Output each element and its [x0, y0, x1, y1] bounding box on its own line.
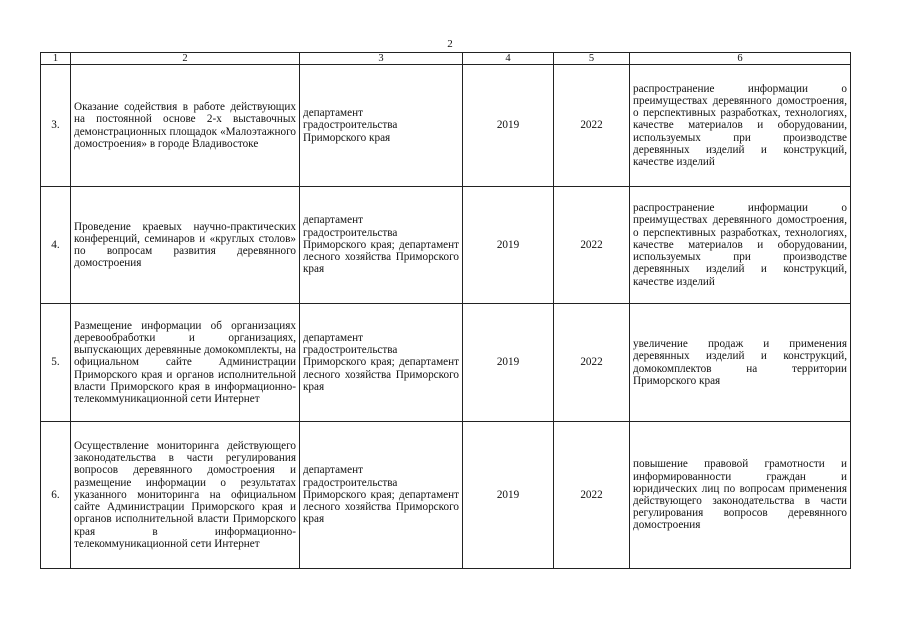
result-cell: увеличение продаж и применения деревянных изделий и конструкций, домокомплектов на территории Приморского края — [630, 304, 851, 422]
table-row — [41, 422, 851, 569]
executor-cell: департамент градостроительства Приморского края; департамент лесного хозяйства Приморского края — [300, 187, 463, 304]
executor-cell: департамент градостроительства Приморского края; департамент лесного хозяйства Приморского края — [300, 304, 463, 422]
start-year-cell: 2019 — [463, 187, 554, 304]
measure-cell: Оказание содействия в работе действующих на постоянной основе 2-х выставочных демонстрационных площадок «Малоэтажного домостроения» в городе Владивостоке — [71, 65, 300, 187]
result-cell: распространение информации о преимуществах деревянного домостроения, о перспективных разработках, технологиях, качестве материалов и оборудовании, используемых при производстве деревянных изделий и конструкций, качестве изделий — [630, 65, 851, 187]
measure-cell: Размещение информации об организациях деревообработки и организациях, выпускающих деревянные домокомплекты, на официальном сайте Администрации Приморского края и органов исполнительной власти Приморского края в информационно-телекоммуникационной сети Интернет — [71, 304, 300, 422]
end-year-cell: 2022 — [554, 304, 630, 422]
table-row — [41, 187, 851, 304]
table-header-row — [41, 53, 851, 65]
result-cell: повышение правовой грамотности и информированности граждан и юридических лиц по вопросам применения действующего законодательства в части регулирования вопросов деревянного домостроения — [630, 422, 851, 569]
start-year-cell: 2019 — [463, 65, 554, 187]
header-cell: 4 — [463, 53, 554, 65]
measure-cell: Проведение краевых научно-практических конференций, семинаров и «круглых столов» по вопросам развития деревянного домостроения — [71, 187, 300, 304]
end-year-cell: 2022 — [554, 187, 630, 304]
header-cell: 5 — [554, 53, 630, 65]
row-number: 6. — [41, 422, 71, 569]
page-number: 2 — [447, 38, 453, 50]
end-year-cell: 2022 — [554, 65, 630, 187]
measure-cell: Осуществление мониторинга действующего законодательства в части регулирования вопросов деревянного домостроения и размещение информации о результатах указанного мониторинга на официальном сайте Администрации Приморского края и органов исполнительной власти Приморского края в информационно-телекоммуникационной сети Интернет — [71, 422, 300, 569]
start-year-cell: 2019 — [463, 304, 554, 422]
table-row — [41, 304, 851, 422]
end-year-cell: 2022 — [554, 422, 630, 569]
row-number: 4. — [41, 187, 71, 304]
table-row — [41, 65, 851, 187]
executor-cell: департамент градостроительства Приморского края; департамент лесного хозяйства Приморского края — [300, 422, 463, 569]
header-cell: 2 — [71, 53, 300, 65]
activities-table — [40, 52, 851, 569]
row-number: 5. — [41, 304, 71, 422]
header-cell: 1 — [41, 53, 71, 65]
executor-cell: департамент градостроительства Приморского края — [300, 65, 463, 187]
result-cell: распространение информации о преимуществах деревянного домостроения, о перспективных разработках, технологиях, качестве материалов и оборудовании, используемых при производстве деревянных изделий и конструкций, качестве изделий — [630, 187, 851, 304]
header-cell: 3 — [300, 53, 463, 65]
header-cell: 6 — [630, 53, 851, 65]
start-year-cell: 2019 — [463, 422, 554, 569]
row-number: 3. — [41, 65, 71, 187]
